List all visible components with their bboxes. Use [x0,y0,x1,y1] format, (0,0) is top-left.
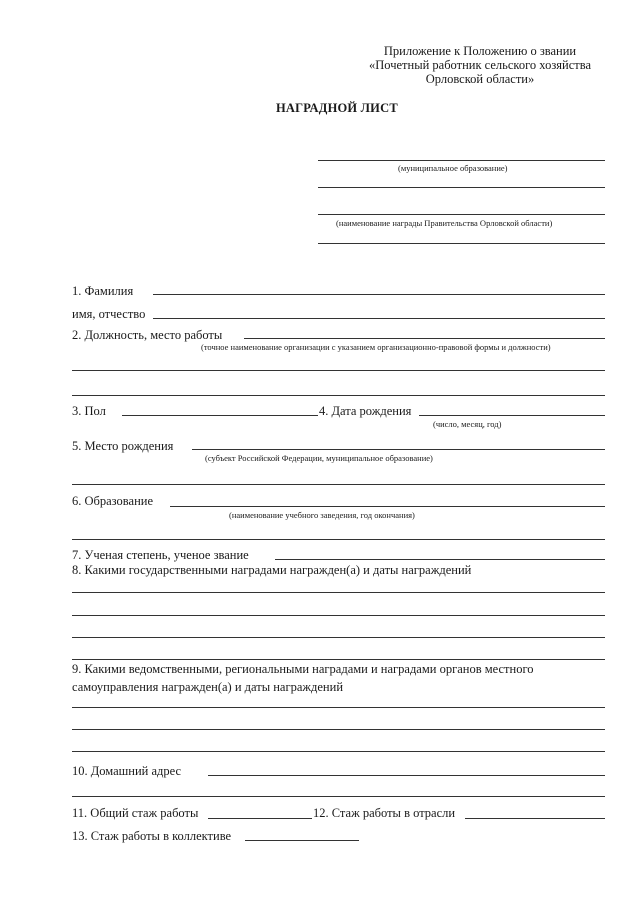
position-caption: (точное наименование организации с указанием организационно-правовой формы и должности) [201,342,551,352]
surname-label: 1. Фамилия [72,284,134,298]
home-address-line-2[interactable] [72,796,605,797]
name-patronymic-field[interactable] [153,318,605,319]
award-name-line[interactable] [318,214,605,215]
position-label: 2. Должность, место работы [72,328,223,342]
sex-field[interactable] [122,415,318,416]
award-name-line-2[interactable] [318,243,605,244]
municipality-line-2[interactable] [318,187,605,188]
position-line-3[interactable] [72,395,605,396]
header-line-3: Орловской области» [425,72,535,86]
birth-date-field[interactable] [419,415,605,416]
dept-awards-label-2: самоуправления награжден(а) и даты награждений [72,680,344,694]
home-address-label: 10. Домашний адрес [72,764,182,778]
dept-awards-line-1[interactable] [72,707,605,708]
municipality-caption: (муниципальное образование) [398,163,508,173]
industry-experience-field[interactable] [465,818,605,819]
birth-place-label: 5. Место рождения [72,439,174,453]
state-awards-line-1[interactable] [72,592,605,593]
birth-place-field[interactable] [192,449,605,450]
education-line-2[interactable] [72,539,605,540]
state-awards-line-2[interactable] [72,615,605,616]
sex-label: 3. Пол [72,404,106,418]
birth-place-line-2[interactable] [72,484,605,485]
name-patronymic-label: имя, отчество [72,307,146,321]
page-title: НАГРАДНОЙ ЛИСТ [276,101,398,115]
award-name-caption: (наименование награды Правительства Орловской области) [336,218,553,228]
state-awards-line-3[interactable] [72,637,605,638]
industry-experience-label: 12. Стаж работы в отрасли [313,806,456,820]
degree-field[interactable] [275,559,605,560]
birth-date-caption: (число, месяц, год) [433,419,502,429]
education-caption: (наименование учебного заведения, год окончания) [229,510,415,520]
birth-date-label: 4. Дата рождения [319,404,412,418]
position-field[interactable] [244,338,605,339]
appendix-header [330,44,630,86]
header-line-2: «Почетный работник сельского хозяйства [369,58,591,72]
state-awards-label: 8. Какими государственными наградами награжден(а) и даты награждений [72,563,472,577]
education-label: 6. Образование [72,494,154,508]
total-experience-label: 11. Общий стаж работы [72,806,199,820]
team-experience-label: 13. Стаж работы в коллективе [72,829,232,843]
team-experience-field[interactable] [245,840,359,841]
birth-place-caption: (субъект Российской Федерации, муниципальное образование) [205,453,433,463]
header-line-1: Приложение к Положению о звании [383,44,577,58]
dept-awards-line-3[interactable] [72,751,605,752]
home-address-field[interactable] [208,775,605,776]
total-experience-field[interactable] [208,818,312,819]
position-line-2[interactable] [72,370,605,371]
dept-awards-label-1: 9. Какими ведомственными, региональными наградами и наградами органов местного [72,662,534,676]
dept-awards-line-2[interactable] [72,729,605,730]
education-field[interactable] [170,506,605,507]
municipality-line[interactable] [318,160,605,161]
surname-field[interactable] [153,294,605,295]
degree-label: 7. Ученая степень, ученое звание [72,548,249,562]
state-awards-line-4[interactable] [72,659,605,660]
